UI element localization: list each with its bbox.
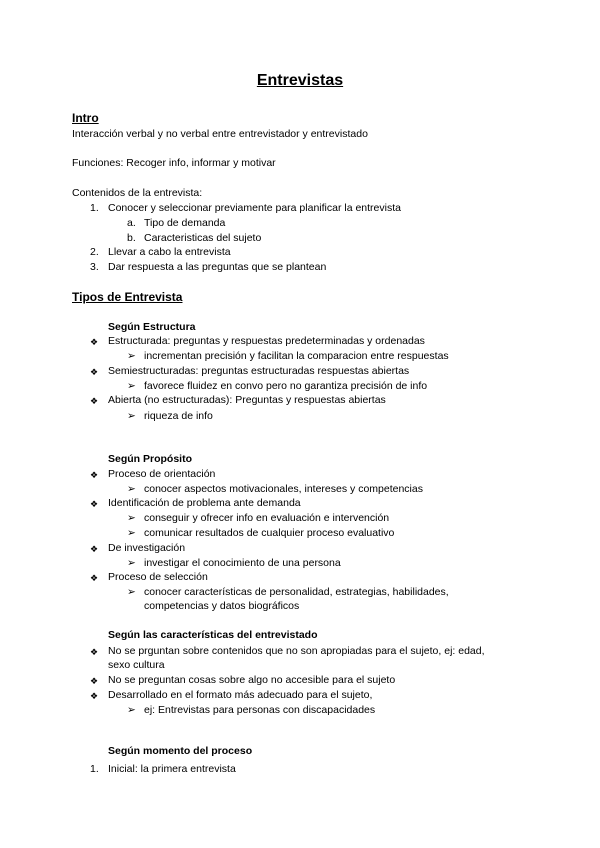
list-number: 2. xyxy=(90,246,99,258)
sub-bullet-item: comunicar resultados de cualquier proceso evaluativo xyxy=(144,527,395,539)
diamond-bullet-icon: ❖ xyxy=(90,470,99,480)
diamond-bullet-icon: ❖ xyxy=(90,573,99,583)
arrow-bullet-icon: ➢ xyxy=(127,410,136,422)
list-item: Dar respuesta a las preguntas que se plantean xyxy=(108,261,327,273)
list-item: Llevar a cabo la entrevista xyxy=(108,246,231,258)
sub-bullet-item: riqueza de info xyxy=(144,410,213,422)
page-title: Entrevistas xyxy=(256,72,344,89)
list-number: 1. xyxy=(90,202,99,214)
arrow-bullet-icon: ➢ xyxy=(127,512,136,524)
arrow-bullet-icon: ➢ xyxy=(127,704,136,716)
estructura-heading: Según Estructura xyxy=(108,321,196,333)
diamond-bullet-icon: ❖ xyxy=(90,499,99,509)
bullet-item: Desarrollado en el formato más adecuado para el sujeto, xyxy=(108,689,373,701)
sub-bullet-item: favorece fluidez en convo pero no garantiza precisión de info xyxy=(144,380,428,392)
diamond-bullet-icon: ❖ xyxy=(90,647,99,657)
list-item: Conocer y seleccionar previamente para planificar la entrevista xyxy=(108,202,401,214)
list-item: Inicial: la primera entrevista xyxy=(108,763,236,775)
diamond-bullet-icon: ❖ xyxy=(90,396,99,406)
bullet-item: Abierta (no estructuradas): Preguntas y respuestas abiertas xyxy=(108,394,386,406)
intro-funciones: Funciones: Recoger info, informar y motivar xyxy=(72,157,276,169)
bullet-item: No se prguntan sobre contenidos que no son apropiadas para el sujeto, ej: edad, xyxy=(108,645,485,657)
list-letter: b. xyxy=(127,232,136,244)
caracteristicas-heading: Según las características del entrevistado xyxy=(108,629,318,641)
list-letter: a. xyxy=(127,217,136,229)
bullet-item: Proceso de selección xyxy=(108,571,208,583)
list-item: Tipo de demanda xyxy=(144,217,226,229)
proposito-heading: Según Propósito xyxy=(108,453,192,465)
bullet-continuation: sexo cultura xyxy=(108,659,165,671)
diamond-bullet-icon: ❖ xyxy=(90,367,99,377)
arrow-bullet-icon: ➢ xyxy=(127,380,136,392)
arrow-bullet-icon: ➢ xyxy=(127,483,136,495)
sub-bullet-item: investigar el conocimiento de una persona xyxy=(144,557,341,569)
arrow-bullet-icon: ➢ xyxy=(127,527,136,539)
list-item: Caracteristicas del sujeto xyxy=(144,232,262,244)
bullet-item: Proceso de orientación xyxy=(108,468,216,480)
diamond-bullet-icon: ❖ xyxy=(90,544,99,554)
bullet-item: Estructurada: preguntas y respuestas predeterminadas y ordenadas xyxy=(108,335,425,347)
momento-heading: Según momento del proceso xyxy=(108,745,253,757)
list-number: 3. xyxy=(90,261,99,273)
intro-definition: Interacción verbal y no verbal entre entrevistador y entrevistado xyxy=(72,128,368,140)
sub-bullet-item: conseguir y ofrecer info en evaluación e intervención xyxy=(144,512,390,524)
arrow-bullet-icon: ➢ xyxy=(127,350,136,362)
diamond-bullet-icon: ❖ xyxy=(90,337,99,347)
arrow-bullet-icon: ➢ xyxy=(127,557,136,569)
intro-heading: Intro xyxy=(72,111,99,125)
sub-bullet-continuation: competencias y datos biográficos xyxy=(144,600,300,612)
tipos-heading: Tipos de Entrevista xyxy=(72,290,183,304)
sub-bullet-item: incrementan precisión y facilitan la comparacion entre respuestas xyxy=(144,350,449,362)
bullet-item: Semiestructuradas: preguntas estructuradas respuestas abiertas xyxy=(108,365,410,377)
list-number: 1. xyxy=(90,763,99,775)
contenidos-label: Contenidos de la entrevista: xyxy=(72,187,203,199)
bullet-item: No se preguntan cosas sobre algo no accesible para el sujeto xyxy=(108,674,396,686)
diamond-bullet-icon: ❖ xyxy=(90,691,99,701)
sub-bullet-item: conocer aspectos motivacionales, intereses y competencias xyxy=(144,483,423,495)
sub-bullet-item: ej: Entrevistas para personas con discapacidades xyxy=(144,704,376,716)
sub-bullet-item: conocer características de personalidad, estrategias, habilidades, xyxy=(144,586,449,598)
bullet-item: Identificación de problema ante demanda xyxy=(108,497,301,509)
arrow-bullet-icon: ➢ xyxy=(127,586,136,598)
bullet-item: De investigación xyxy=(108,542,186,554)
diamond-bullet-icon: ❖ xyxy=(90,676,99,686)
